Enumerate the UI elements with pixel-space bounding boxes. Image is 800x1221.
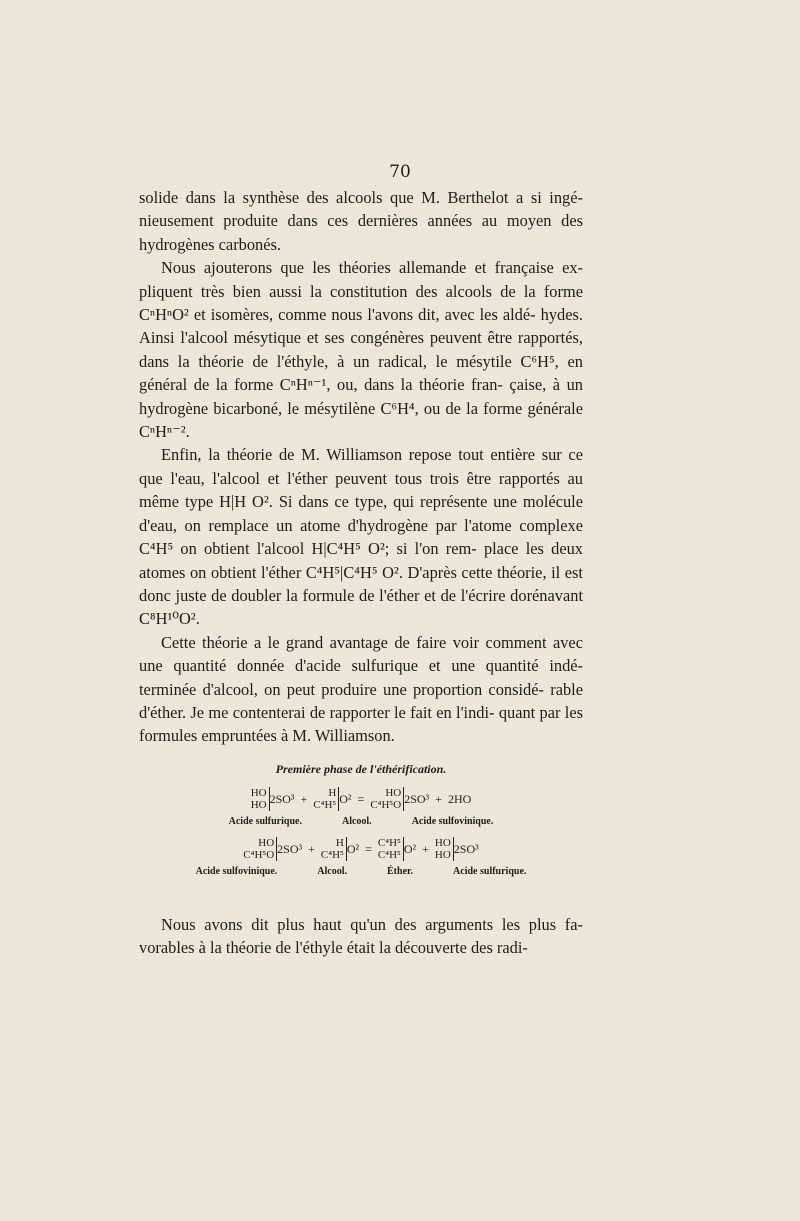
paragraph-1: solide dans la synthèse des alcools que M. Berthelot a si ingé- nieusement produite dans ces dernières années au moyen des hydrogènes carbonés. [139,188,583,254]
paragraph-2: Nous ajouterons que les théories allemande et française ex- pliquent très bien aussi la constitution des alcools de la forme CⁿHⁿO² et isomères, comme nous l'avons dit, avec les aldé- hydes. Ainsi l'alcool mésytique et ses congénères peuvent être rapportés, dans la théorie de l'éthyle, à un radical, le mésytile C⁶H⁵, en général de la forme CⁿHⁿ⁻¹, ou, dans la théorie fran- çaise, à un hydrogène bicarboné, le mésytilène C⁶H⁴, ou de la forme générale CⁿHⁿ⁻². [139,258,583,442]
body-text [139,186,583,748]
page-number: 70 [389,162,411,182]
paragraph-3: Enfin, la théorie de M. Williamson repose tout entière sur ce que l'eau, l'alcool et l'éther peuvent tous trois être rapportés au même type H|H O². Si dans ce type, qui représente une molécule d'eau, on remplace un atome d'hydrogène par l'atome complexe C⁴H⁵ on obtient l'alcool H|C⁴H⁵ O²; si l'on rem- place les deux atomes on obtient l'éther C⁴H⁵|C⁴H⁵ O². D'après cette théorie, il est donc juste de doubler la formule de l'éther et de l'écrire dorénavant C⁸H¹⁰O². [139,445,583,629]
caption-row-2: Acide sulfovinique. Alcool. Éther. Acide sulfurique. [195,866,527,877]
equation-row-1: HO HO 2SO³ + H C⁴H⁵ O² = HO C⁴H⁵O 2SO³ + 2HO [250,787,472,811]
closing-paragraph: Nous avons dit plus haut qu'un des arguments les plus fa- vorables à la théorie de l'éthyle était la découverte des radi- [139,915,583,958]
paragraph-4: Cette théorie a le grand avantage de faire voir comment avec une quantité donnée d'acide sulfurique et une quantité indé- terminée d'alcool, on peut produire une proportion considé- rable d'éther. Je me contenterai de rapporter le fait en l'indi- quant par les formules empruntées à M. Williamson. [139,632,583,746]
equation-row-2: HO C⁴H⁵O 2SO³ + H C⁴H⁵ O² = C⁴H⁵ C⁴H⁵ O² + HO HO 2SO³ [243,837,479,861]
schema-title: Première phase de l'éthérification. [275,762,447,776]
caption-row-1: Acide sulfurique. Alcool. Acide sulfovinique. [228,816,494,827]
etherification-schema [139,762,583,887]
